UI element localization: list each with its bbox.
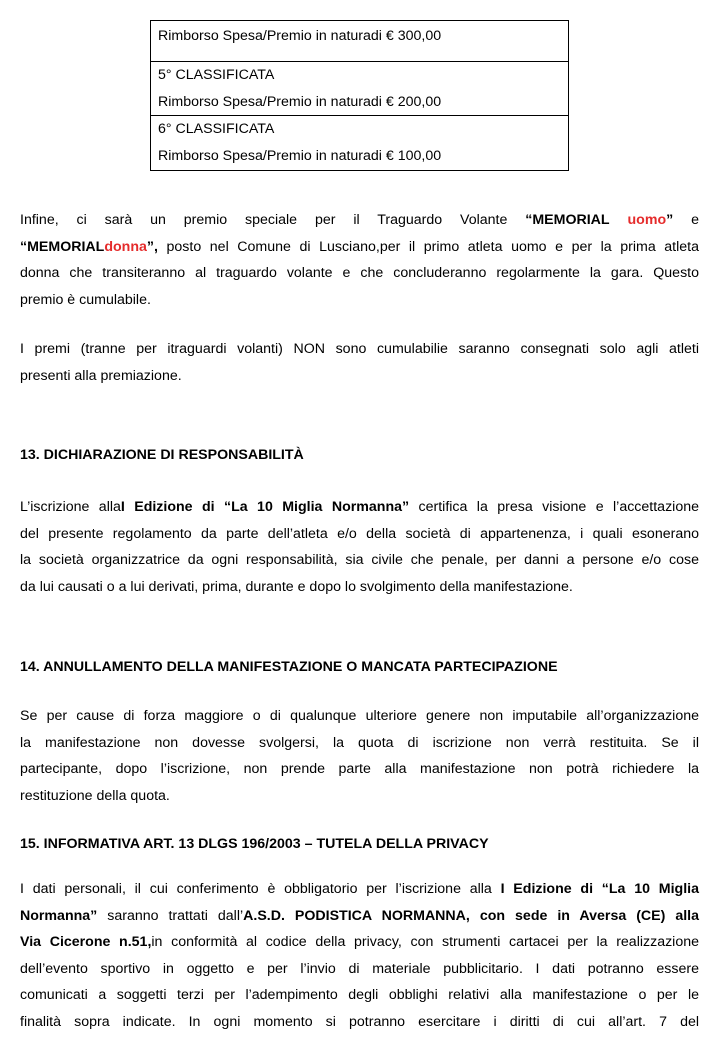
text-line: dell’evento sportivo in oggetto e per l’invio di materiale pubblicitario. I dati potranno essere — [20, 960, 699, 977]
section-15-body — [20, 876, 699, 1035]
text-line: donna che transiteranno al traguardo volante e che concluderanno regolarmente la gara. Questo — [20, 265, 699, 281]
paragraph-traguardo-volante — [20, 207, 699, 313]
prize-amount: Rimborso Spesa/Premio in naturadi € 200,00 — [158, 93, 442, 110]
text-line: la manifestazione non dovesse svolgersi, la quota di iscrizione non verrà restituita. Se il — [20, 734, 699, 751]
prize-position: 6° CLASSIFICATA — [158, 121, 275, 137]
prize-table — [150, 20, 569, 171]
text-line: Se per cause di forza maggiore o di qualunque ulteriore genere non imputabile all’organizzazione — [20, 708, 699, 724]
prize-amount: Rimborso Spesa/Premio in naturadi € 300,00 — [158, 28, 442, 44]
prize-row-6th — [151, 116, 568, 170]
section-15-title: 15. INFORMATIVA ART. 13 DLGS 196/2003 – TUTELA DELLA PRIVACY — [20, 836, 489, 852]
text-line: comunicati a soggetti terzi per l’adempimento degli obblighi relativi alla manifestazione o per le — [20, 987, 699, 1003]
text-line: L’iscrizione allaI Edizione di “La 10 Miglia Normanna” certifica la presa visione e l’accettazione — [20, 499, 699, 515]
section-13-title: 13. DICHIARAZIONE DI RESPONSABILITÀ — [20, 447, 304, 463]
text-line: I dati personali, il cui conferimento è obbligatorio per l’iscrizione alla I Edizione di “La 10 Miglia — [20, 881, 699, 897]
text-line: del presente regolamento da parte dell’atleta e/o della società di appartenenza, i quali esonerano — [20, 525, 699, 542]
prize-row-5th — [151, 62, 568, 116]
text-line: partecipante, dopo l’iscrizione, non prende parte alla manifestazione non potrà richiedere la — [20, 761, 699, 777]
text-line: Infine, ci sarà un premio speciale per il Traguardo Volante “MEMORIAL uomo” e — [20, 212, 699, 228]
text-line: Normanna” saranno trattati dall’A.S.D. PODISTICA NORMANNA, con sede in Aversa (CE) alla — [20, 907, 699, 924]
text-line: restituzione della quota. — [20, 787, 170, 804]
text-line: Via Cicerone n.51,in conformità al codice della privacy, con strumenti cartacei per la realizzazione — [20, 934, 699, 950]
section-14-body — [20, 703, 699, 809]
text-line: premio è cumulabile. — [20, 291, 151, 308]
text-line: I premi (tranne per itraguardi volanti) NON sono cumulabilie saranno consegnati solo agli atleti — [20, 341, 699, 357]
section-14-title: 14. ANNULLAMENTO DELLA MANIFESTAZIONE O MANCATA PARTECIPAZIONE — [20, 659, 558, 675]
text-line: “MEMORIALdonna”, posto nel Comune di Lusciano,per il primo atleta uomo e per la prima atleta — [20, 238, 699, 255]
paragraph-premi — [20, 336, 699, 389]
prize-row-4th — [151, 21, 568, 62]
prize-position: 5° CLASSIFICATA — [158, 67, 275, 83]
text-line: presenti alla premiazione. — [20, 367, 182, 384]
text-line: da lui causati o a lui derivati, prima, durante e dopo lo svolgimento della manifestazione. — [20, 578, 573, 595]
text-line: la società organizzatrice da ogni responsabilità, sia civile che penale, per danni a persone e/o cose — [20, 552, 699, 568]
section-13-body — [20, 494, 699, 600]
text-line: finalità sopra indicate. In ogni momento si potranno esercitare i diritti di cui all’art. 7 del — [20, 1013, 699, 1030]
prize-amount: Rimborso Spesa/Premio in naturadi € 100,00 — [158, 147, 442, 164]
